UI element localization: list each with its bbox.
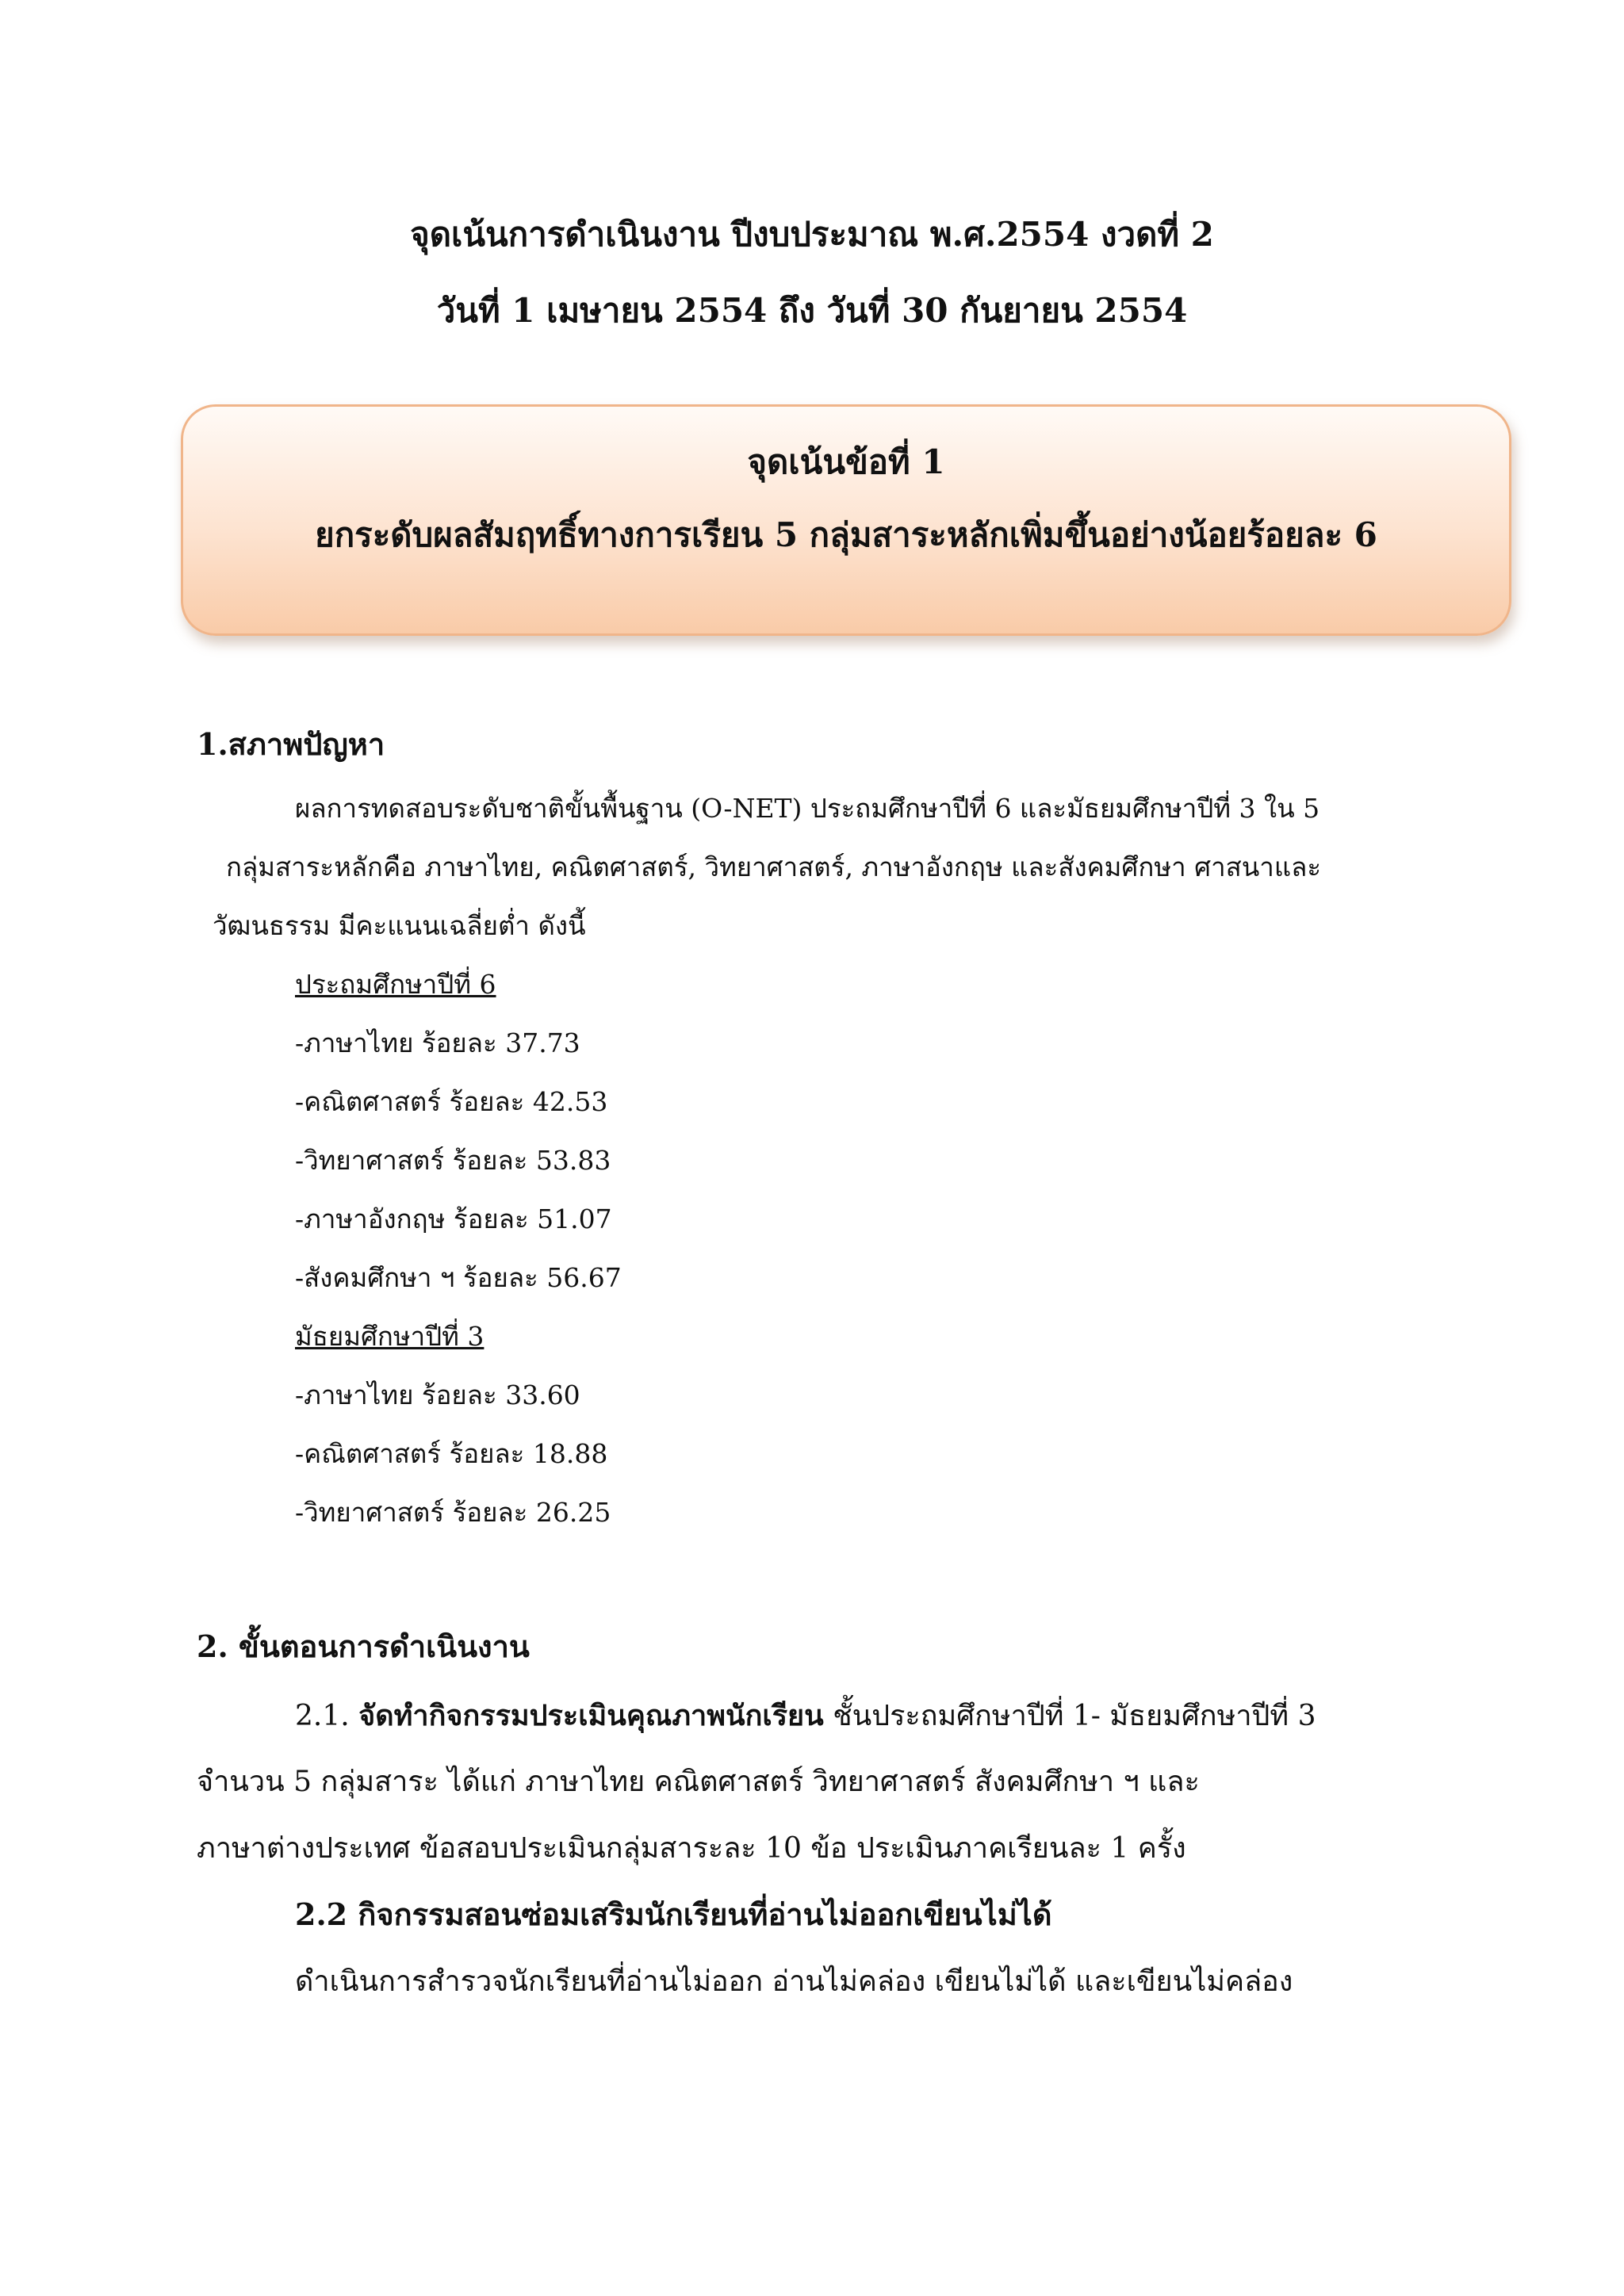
focus-point-description: ยกระดับผลสัมฤทธิ์ทางการเรียน 5 กลุ่มสาระหลักเพิ่มขึ้นอย่างน้อยร้อยละ 6 xyxy=(315,515,1377,554)
list-item: -สังคมศึกษา ฯ ร้อยละ 56.67 xyxy=(295,1262,622,1293)
section-1-paragraph-line-1: ผลการทดสอบระดับชาติขั้นพื้นฐาน (O-NET) ประถมศึกษาปีที่ 6 และมัธยมศึกษาปีที่ 3 ใน 5 xyxy=(295,793,1320,824)
document-title-line-2: วันที่ 1 เมษายน 2554 ถึง วันที่ 30 กันยายน 2554 xyxy=(436,291,1188,330)
document-title-line-1: จุดเน้นการดำเนินงาน ปีงบประมาณ พ.ศ.2554 งวดที่ 2 xyxy=(410,215,1214,254)
grade-p6-heading: ประถมศึกษาปีที่ 6 xyxy=(295,969,496,1000)
list-item: -ภาษาอังกฤษ ร้อยละ 51.07 xyxy=(295,1203,612,1234)
step-2-1-line-2: จำนวน 5 กลุ่มสาระ ได้แก่ ภาษาไทย คณิตศาสตร์ วิทยาศาสตร์ สังคมศึกษา ฯ และ xyxy=(197,1766,1200,1798)
focus-point-number: จุดเน้นข้อที่ 1 xyxy=(747,442,945,481)
section-1-paragraph-line-2: กลุ่มสาระหลักคือ ภาษาไทย, คณิตศาสตร์, วิทยาศาสตร์, ภาษาอังกฤษ และสังคมศึกษา ศาสนาและ xyxy=(226,851,1322,882)
section-1-paragraph-line-3: วัฒนธรรม มีคะแนนเฉลี่ยต่ำ ดังนี้ xyxy=(213,910,586,941)
step-2-1-line-3: ภาษาต่างประเทศ ข้อสอบประเมินกลุ่มสาระละ 10 ข้อ ประเมินภาคเรียนละ 1 ครั้ง xyxy=(197,1832,1186,1865)
focus-point-box xyxy=(181,404,1511,636)
list-item: -วิทยาศาสตร์ ร้อยละ 26.25 xyxy=(295,1497,611,1528)
step-2-1-number: 2.1. xyxy=(295,1700,350,1732)
section-2-heading: 2. ขั้นตอนการดำเนินงาน xyxy=(197,1628,530,1664)
list-item: -ภาษาไทย ร้อยละ 33.60 xyxy=(295,1380,580,1410)
step-2-1-rest: ชั้นประถมศึกษาปีที่ 1- มัธยมศึกษาปีที่ 3 xyxy=(823,1700,1316,1732)
step-2-2-line-1: ดำเนินการสำรวจนักเรียนที่อ่านไม่ออก อ่านไม่คล่อง เขียนไม่ได้ และเขียนไม่คล่อง xyxy=(295,1965,1293,1998)
step-2-2-heading: 2.2 กิจกรรมสอนซ่อมเสริมนักเรียนที่อ่านไม่ออกเขียนไม่ได้ xyxy=(295,1896,1052,1932)
list-item: -วิทยาศาสตร์ ร้อยละ 53.83 xyxy=(295,1145,611,1176)
list-item: -ภาษาไทย ร้อยละ 37.73 xyxy=(295,1027,580,1058)
grade-m3-heading: มัธยมศึกษาปีที่ 3 xyxy=(295,1321,485,1352)
list-item: -คณิตศาสตร์ ร้อยละ 42.53 xyxy=(295,1086,608,1117)
step-2-1-title: จัดทำกิจกรรมประเมินคุณภาพนักเรียน xyxy=(358,1699,824,1732)
section-1-heading: 1.สภาพปัญหา xyxy=(197,726,385,762)
list-item: -คณิตศาสตร์ ร้อยละ 18.88 xyxy=(295,1438,608,1469)
step-2-1-line-1 xyxy=(295,1695,1316,1737)
